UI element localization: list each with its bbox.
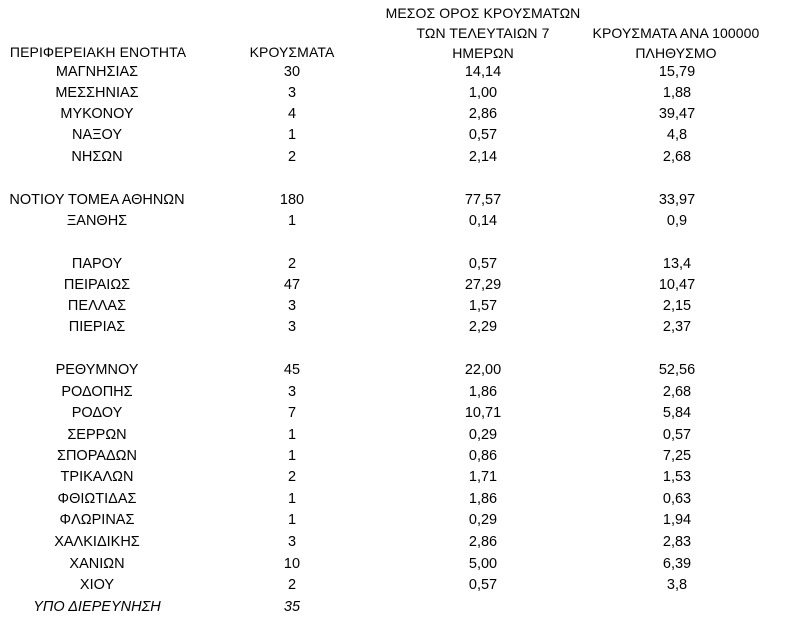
header-cases: ΚΡΟΥΣΜΑΤΑ — [249, 44, 335, 60]
per100k-cell: 2,15 — [662, 298, 692, 314]
per100k-cell: 52,56 — [658, 362, 696, 378]
region-cell: ΧΙΟΥ — [79, 577, 115, 593]
avg7-cell: 1,57 — [468, 298, 498, 314]
region-cell: ΠΕΛΛΑΣ — [67, 298, 127, 314]
per100k-cell: 0,9 — [666, 213, 688, 229]
avg7-cell: 0,86 — [468, 448, 498, 464]
region-cell: ΜΕΣΣΗΝΙΑΣ — [55, 85, 139, 101]
cases-cell: 47 — [283, 277, 301, 293]
per100k-cell: 0,63 — [662, 491, 692, 507]
cases-cell: 30 — [283, 64, 301, 80]
per100k-cell: 0,57 — [662, 427, 692, 443]
avg7-cell: 2,29 — [468, 319, 498, 335]
cases-cell: 35 — [283, 599, 301, 615]
header-per100k — [568, 23, 784, 63]
cases-cell: 2 — [287, 149, 297, 165]
cases-cell: 2 — [287, 256, 297, 272]
header-avg7 — [374, 3, 592, 63]
per100k-cell: 2,83 — [662, 534, 692, 550]
per100k-cell: 2,68 — [662, 149, 692, 165]
avg7-cell: 27,29 — [464, 277, 502, 293]
avg7-cell — [420, 597, 546, 618]
region-cell: ΥΠΟ ΔΙΕΡΕΥΝΗΣΗ — [33, 599, 161, 615]
region-cell: ΠΙΕΡΙΑΣ — [68, 319, 126, 335]
header-per100k-line1: ΚΡΟΥΣΜΑΤΑ ΑΝΑ 100000 — [592, 25, 760, 41]
region-cell: ΦΛΩΡΙΝΑΣ — [59, 512, 135, 528]
per100k-cell: 15,79 — [658, 64, 696, 80]
avg7-cell: 0,57 — [468, 127, 498, 143]
cases-cell: 3 — [287, 85, 297, 101]
header-avg7-line2: ΤΩΝ ΤΕΛΕΥΤΑΙΩΝ 7 — [416, 25, 550, 41]
cases-cell: 1 — [287, 491, 297, 507]
per100k-cell: 2,68 — [662, 384, 692, 400]
region-cell: ΞΑΝΘΗΣ — [66, 213, 128, 229]
region-cell: ΜΑΓΝΗΣΙΑΣ — [55, 64, 139, 80]
avg7-cell: 10,71 — [464, 405, 502, 421]
per100k-cell: 6,39 — [662, 556, 692, 572]
header-per100k-line2: ΠΛΗΘΥΣΜΟ — [635, 45, 717, 61]
region-cell: ΦΘΙΩΤΙΔΑΣ — [57, 491, 137, 507]
region-cell: ΝΗΣΩΝ — [71, 149, 123, 165]
per100k-cell: 33,97 — [658, 192, 696, 208]
region-cell: ΝΟΤΙΟΥ ΤΟΜΕΑ ΑΘΗΝΩΝ — [9, 192, 185, 208]
header-region: ΠΕΡΙΦΕΡΕΙΑΚΗ ΕΝΟΤΗΤΑ — [9, 44, 187, 60]
region-cell: ΧΑΛΚΙΔΙΚΗΣ — [54, 534, 140, 550]
region-cell: ΠΑΡΟΥ — [71, 256, 123, 272]
avg7-cell: 0,29 — [468, 512, 498, 528]
cases-cell: 1 — [287, 512, 297, 528]
cases-cell: 3 — [287, 298, 297, 314]
cases-cell: 1 — [287, 448, 297, 464]
per100k-cell: 4,8 — [666, 127, 688, 143]
avg7-cell: 0,57 — [468, 577, 498, 593]
avg7-cell: 1,86 — [468, 384, 498, 400]
avg7-cell: 77,57 — [464, 192, 502, 208]
per100k-cell: 13,4 — [662, 256, 692, 272]
per100k-cell: 1,53 — [662, 469, 692, 485]
per100k-cell: 5,84 — [662, 405, 692, 421]
avg7-cell: 0,14 — [468, 213, 498, 229]
header-avg7-line1: ΜΕΣΟΣ ΟΡΟΣ ΚΡΟΥΣΜΑΤΩΝ — [385, 5, 581, 21]
region-cell: ΡΟΔΟΠΗΣ — [61, 384, 133, 400]
region-cell: ΧΑΝΙΩΝ — [69, 556, 125, 572]
avg7-cell: 5,00 — [468, 556, 498, 572]
cases-cell: 1 — [287, 427, 297, 443]
cases-cell: 3 — [287, 384, 297, 400]
cases-cell: 45 — [283, 362, 301, 378]
per100k-cell: 2,37 — [662, 319, 692, 335]
avg7-cell: 14,14 — [464, 64, 502, 80]
region-cell: ΣΕΡΡΩΝ — [67, 427, 127, 443]
cases-cell: 2 — [287, 469, 297, 485]
cases-cell: 3 — [287, 534, 297, 550]
per100k-cell: 1,88 — [662, 85, 692, 101]
cases-cell: 180 — [279, 192, 305, 208]
region-cell: ΤΡΙΚΑΛΩΝ — [60, 469, 134, 485]
per100k-cell: 10,47 — [658, 277, 696, 293]
cases-cell: 7 — [287, 405, 297, 421]
per100k-cell: 7,25 — [662, 448, 692, 464]
header-avg7-line3: ΗΜΕΡΩΝ — [452, 45, 514, 61]
cases-cell: 1 — [287, 127, 297, 143]
avg7-cell: 22,00 — [464, 362, 502, 378]
region-cell: ΠΕΙΡΑΙΩΣ — [63, 277, 131, 293]
region-cell: ΣΠΟΡΑΔΩΝ — [57, 448, 137, 464]
avg7-cell: 2,86 — [468, 534, 498, 550]
avg7-cell: 1,86 — [468, 491, 498, 507]
cases-cell: 2 — [287, 577, 297, 593]
cases-cell: 4 — [287, 106, 297, 122]
avg7-cell: 0,57 — [468, 256, 498, 272]
avg7-cell: 2,14 — [468, 149, 498, 165]
per100k-cell: 39,47 — [658, 106, 696, 122]
per100k-cell: 1,94 — [662, 512, 692, 528]
cases-cell: 3 — [287, 319, 297, 335]
region-cell: ΜΥΚΟΝΟΥ — [60, 106, 134, 122]
region-cell: ΡΕΘΥΜΝΟΥ — [55, 362, 139, 378]
cases-cell: 10 — [283, 556, 301, 572]
avg7-cell: 2,86 — [468, 106, 498, 122]
region-cell: ΝΑΞΟΥ — [71, 127, 123, 143]
cases-cell: 1 — [287, 213, 297, 229]
per100k-cell — [604, 597, 750, 618]
region-cell: ΡΟΔΟΥ — [71, 405, 123, 421]
per100k-cell: 3,8 — [666, 577, 688, 593]
avg7-cell: 1,00 — [468, 85, 498, 101]
avg7-cell: 1,71 — [468, 469, 498, 485]
avg7-cell: 0,29 — [468, 427, 498, 443]
